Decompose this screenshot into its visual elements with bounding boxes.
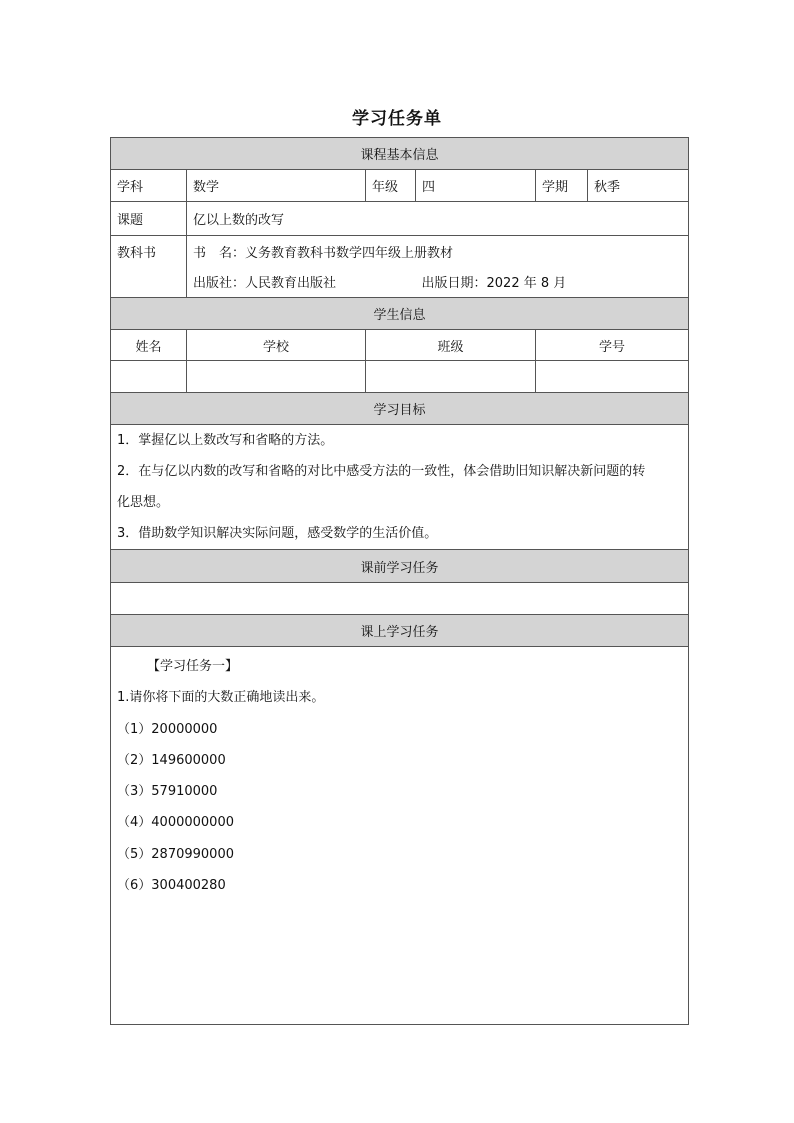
number-item-3: （3）57910000 — [117, 784, 218, 800]
page-title: 学习任务单 — [352, 109, 442, 129]
publish-date: 出版日期：2022 年 8 月 — [416, 267, 689, 298]
student-name-header: 姓名 — [111, 330, 187, 361]
number-item-6: （6）300400280 — [117, 878, 226, 894]
number-item-2: （2）149600000 — [117, 752, 226, 768]
term-label: 学期 — [536, 170, 588, 202]
topic-value: 亿以上数的改写 — [187, 202, 689, 236]
grade-label: 年级 — [366, 170, 416, 202]
task-sheet-table — [110, 137, 689, 1025]
objective-item-1: 1．掌握亿以上数改写和省略的方法。 — [117, 433, 334, 448]
objectives-body — [111, 425, 689, 550]
objective-item-3: 3．借助数学知识解决实际问题，感受数学的生活价值。 — [117, 526, 438, 541]
number-item-1: （1）20000000 — [117, 721, 218, 737]
student-school-header: 学校 — [187, 330, 366, 361]
objectives-header: 学习目标 — [111, 393, 689, 425]
term-value: 秋季 — [588, 170, 689, 202]
objective-item-2-line-1: 2．在与亿以内数的改写和省略的对比中感受方法的一致性，体会借助旧知识解决新问题的转 — [117, 464, 646, 479]
in-class-header: 课上学习任务 — [111, 615, 689, 647]
textbook-label: 教科书 — [111, 236, 187, 298]
student-class-field[interactable] — [366, 361, 536, 393]
number-item-5: （5）2870990000 — [117, 846, 234, 862]
pre-class-header: 课前学习任务 — [111, 550, 689, 583]
pre-class-body — [111, 583, 689, 615]
task-one-title: 【学习任务一】 — [147, 659, 239, 674]
number-item-4: （4）4000000000 — [117, 815, 234, 831]
grade-value: 四 — [416, 170, 536, 202]
book-name: 书 名：义务教育教科书数学四年级上册教材 — [187, 236, 689, 267]
subject-label: 学科 — [111, 170, 187, 202]
course-info-header: 课程基本信息 — [111, 138, 689, 170]
student-info-header: 学生信息 — [111, 298, 689, 330]
student-id-header: 学号 — [536, 330, 689, 361]
in-class-body — [111, 647, 689, 1025]
objective-item-2-line-2: 化思想。 — [117, 495, 170, 510]
subject-value: 数学 — [187, 170, 366, 202]
task-question: 1.请你将下面的大数正确地读出来。 — [117, 690, 325, 706]
topic-label: 课题 — [111, 202, 187, 236]
student-class-header: 班级 — [366, 330, 536, 361]
student-id-field[interactable] — [536, 361, 689, 393]
publisher: 出版社：人民教育出版社 — [187, 267, 416, 298]
student-name-field[interactable] — [111, 361, 187, 393]
student-school-field[interactable] — [187, 361, 366, 393]
